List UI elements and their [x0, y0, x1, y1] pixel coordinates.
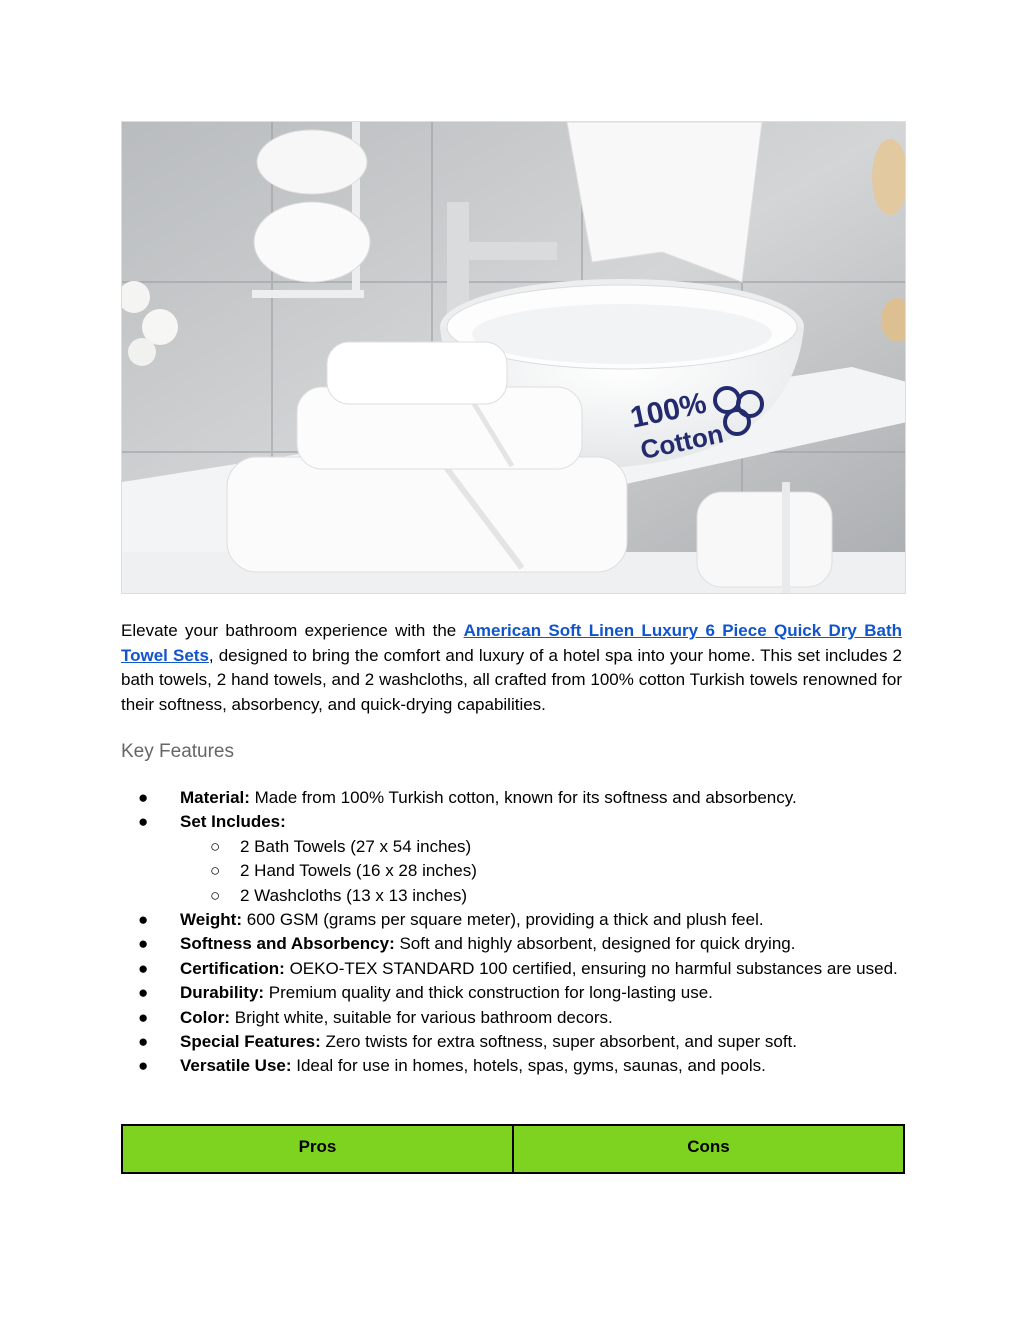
feature-label: Color:: [180, 1007, 231, 1027]
feature-label: Versatile Use:: [180, 1056, 292, 1076]
set-includes-list: [180, 835, 902, 908]
feature-label: Set Includes:: [180, 812, 286, 832]
cons-header: Cons: [513, 1125, 904, 1173]
bullet-icon: ●: [138, 1032, 149, 1052]
feature-text: Made from 100% Turkish cotton, known for its softness and absorbency.: [249, 788, 797, 807]
list-item: [121, 1030, 902, 1054]
feature-label: Certification:: [180, 958, 285, 978]
list-item: [121, 981, 902, 1005]
badge-line2: Cotton: [637, 418, 726, 466]
feature-label: Durability:: [180, 983, 265, 1003]
list-item: [121, 908, 902, 932]
feature-text: Zero twists for extra softness, super absorbent, and super soft.: [320, 1032, 798, 1052]
product-link[interactable]: American Soft Linen Luxury 6 Piece Quick Dry Bath Towel Sets: [121, 621, 902, 665]
feature-text: Premium quality and thick construction for long-lasting use.: [264, 983, 713, 1003]
list-item: [180, 835, 902, 859]
sub-bullet-icon: ○: [210, 836, 221, 856]
bullet-icon: ●: [138, 910, 149, 930]
pros-header: Pros: [122, 1125, 513, 1173]
sub-item-text: 2 Washcloths (13 x 13 inches): [240, 885, 468, 905]
intro-paragraph: [121, 619, 902, 717]
list-item: [121, 957, 902, 981]
feature-label: Material:: [180, 788, 250, 807]
bullet-icon: ●: [138, 1056, 149, 1076]
list-item: [180, 859, 902, 883]
badge-line1: 100%: [627, 386, 710, 435]
feature-label: Softness and Absorbency:: [180, 934, 395, 954]
table-header-row: [122, 1125, 904, 1173]
list-item: [121, 810, 902, 908]
key-features-heading: Key Features: [121, 741, 234, 762]
bullet-icon: ●: [138, 1007, 149, 1027]
intro-text-before: Elevate your bathroom experience with the: [121, 621, 464, 640]
sub-bullet-icon: ○: [210, 885, 221, 905]
list-item: [121, 786, 902, 810]
feature-label: Special Features:: [180, 1032, 321, 1052]
feature-text: Bright white, suitable for various bathroom decors.: [230, 1007, 613, 1027]
feature-text: Soft and highly absorbent, designed for quick drying.: [394, 934, 796, 954]
bullet-icon: ●: [138, 934, 149, 954]
product-photo: [121, 121, 906, 594]
feature-list: [121, 786, 902, 1079]
sub-item-text: 2 Bath Towels (27 x 54 inches): [240, 836, 472, 856]
feature-text: 600 GSM (grams per square meter), providing a thick and plush feel.: [242, 910, 764, 930]
feature-text: Ideal for use in homes, hotels, spas, gyms, saunas, and pools.: [291, 1056, 766, 1076]
list-item: [121, 1054, 902, 1078]
bullet-icon: ●: [138, 958, 149, 978]
list-item: [180, 884, 902, 908]
list-item: [121, 1006, 902, 1030]
feature-label: Weight:: [180, 910, 243, 930]
sub-item-text: 2 Hand Towels (16 x 28 inches): [240, 861, 477, 881]
feature-text: OEKO-TEX STANDARD 100 certified, ensuring no harmful substances are used.: [284, 958, 898, 978]
sub-bullet-icon: ○: [210, 861, 221, 881]
intro-text-after: , designed to bring the comfort and luxury of a hotel spa into your home. This set includes 2 bath towels, 2 hand towels, and 2 washcloths, all crafted from 100% cotton Turkish towels renowned for their softness, absorbency, and quick-drying capabilities.: [121, 645, 902, 714]
bullet-icon: ●: [138, 812, 149, 832]
list-item: [121, 932, 902, 956]
bullet-icon: ●: [138, 788, 149, 807]
pros-cons-table: [121, 1124, 905, 1174]
bullet-icon: ●: [138, 983, 149, 1003]
